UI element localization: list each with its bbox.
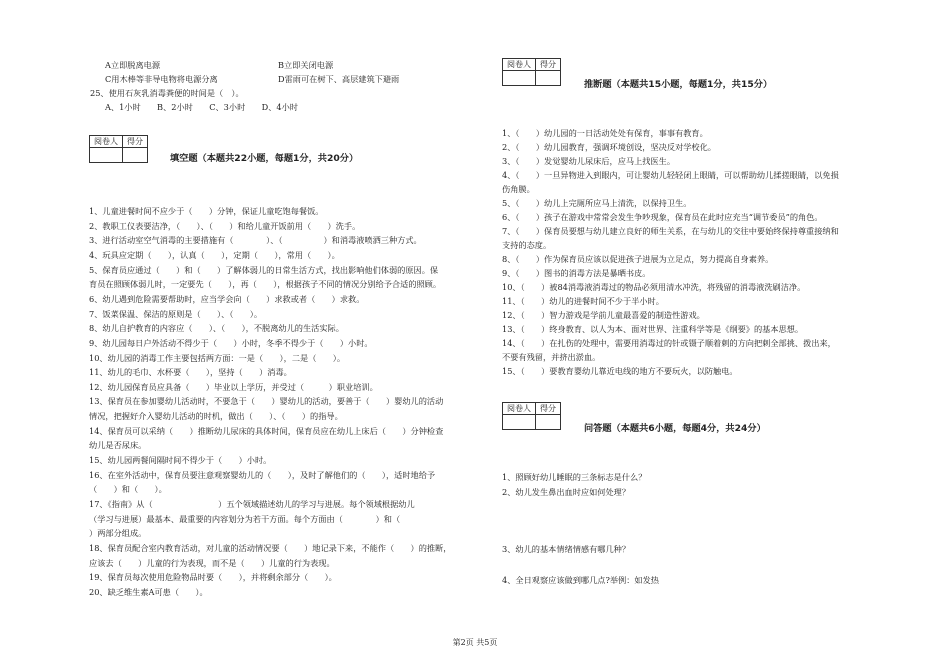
score-cell	[536, 415, 561, 430]
question-line: 5、（ ）幼儿上完厕所应马上清洗，以保持卫生。	[502, 198, 692, 208]
question-line: 13、保育员在参加婴幼儿活动时，不要急于（ ）婴幼儿的活动，要善于（ ）婴幼儿的活动	[89, 396, 444, 407]
question-line: 19、保育员每次使用危险物品时要（ ），并将剩余部分（ ）。	[89, 572, 337, 583]
question-line: ）两部分组成。	[89, 528, 147, 539]
score-box-qa	[502, 402, 561, 430]
qa-question: 2、幼儿发生鼻出血时应如何处理？	[502, 487, 631, 497]
question-line: 11、（ ）幼儿的进餐时间不少于半小时。	[502, 296, 664, 306]
question-line: 14、（ ）在扎伤的处理中，需要用消毒过的针或镊子顺着刺的方向把刺全部挑、拨出来，	[502, 338, 836, 348]
score-box-judge	[502, 58, 561, 86]
score-box-fill	[89, 135, 148, 163]
question-line: 6、（ ）孩子在游戏中常常会发生争吵现象，保育员在此时应充当“调节委员”的角色。	[502, 212, 823, 222]
question-line: 17、《指南》从（ ）五个领域描述幼儿的学习与进展。每个领域根据幼儿	[89, 499, 415, 509]
question-line: 8、（ ）作为保育员应该以促进孩子进展为立足点，努力提高自身素养。	[502, 254, 774, 264]
question-line: 15、（ ）要教育婴幼儿靠近电线的地方不要玩火，以防触电。	[502, 366, 738, 376]
question-line: 9、（ ）图书的消毒方法是暴晒书皮。	[502, 268, 651, 278]
question-line: 育员在照顾体弱儿时，一定要先（ ），再（ ），根据孩子不同的情况分别给予合适的照顾。	[89, 279, 442, 290]
option-d: D雷雨可在树下、高层建筑下避雨	[278, 74, 400, 84]
question-line: 4、玩具应定期（ ），认真（ ），定期（ ），常用（ ）。	[89, 249, 340, 260]
question-line: （学习与进展）最基本、最重要的内容划分为若干方面。每个方面由（ ）和（	[89, 513, 433, 524]
score-label: 得分	[123, 136, 148, 148]
reviewer-label: 阅卷人	[90, 136, 123, 148]
question-line: 20、缺乏维生素A可患（ ）。	[89, 586, 208, 597]
question-line: 13、（ ）终身教育、以人为本、面对世界、注重科学等是《纲要》的基本思想。	[502, 324, 804, 334]
question-line: 伤角膜。	[502, 184, 535, 194]
question-line: 12、幼儿园保育员应具备（ ）毕业以上学历，并受过（ ）职业培训。	[89, 381, 378, 392]
question-line: 应该去（ ）儿童的行为表现，而不是（ ）儿童的行为表现。	[89, 557, 335, 568]
question-line: 11、幼儿的毛巾、水杯要（ ），坚持（ ）消毒。	[89, 367, 292, 378]
question-line: 3、（ ）发觉婴幼儿尿床后，应马上找医生。	[502, 156, 676, 166]
question-line: 8、幼儿自护教育的内容应（ ）、（ ），不脱离幼儿的生活实际。	[89, 323, 344, 334]
qa-question: 1、照顾好幼儿睡眠的三条标志是什么？	[502, 472, 647, 482]
option-b: B立即关闭电源	[278, 60, 334, 70]
question-line: 2、教职工仪表要洁净，（ ）、（ ）和给儿童开饭前用（ ）洗手。	[89, 220, 361, 231]
question-line: 9、幼儿园每日户外活动不得少于（ ）小时，冬季不得少于（ ）小时。	[89, 337, 373, 348]
question-line: 10、（ ）被84消毒液消毒过的物品必须用清水冲洗，将残留的消毒液洗刷洁净。	[502, 282, 806, 292]
question-line: 15、幼儿园两餐间隔时间不得少于（ ）小时。	[89, 455, 272, 466]
score-cell	[536, 71, 561, 86]
section-title-qa: 问答题（本题共6小题，每题4分，共24分）	[584, 423, 766, 434]
reviewer-label: 阅卷人	[503, 403, 536, 415]
question-line: 10、幼儿园的消毒工作主要包括两方面：一是（ ），二是（ ）。	[89, 352, 346, 363]
question-line: 6、幼儿遇到危险需要帮助时，应当学会向（ ）求救或者（ ）求救。	[89, 293, 365, 304]
reviewer-cell	[90, 148, 123, 163]
question-line: 12、（ ）智力游戏是学前儿童最喜爱的制造性游戏。	[502, 310, 705, 320]
question-line: 支持的态度。	[502, 240, 552, 250]
question-line: 情况，把握好介入婴幼儿活动的时机，做出（ ）、（ ）的指导。	[89, 411, 343, 422]
question-line: 4、（ ）一旦异物进入到眼内，可让婴幼儿轻轻闭上眼睛，可以帮助幼儿揉搓眼睛，以免损	[502, 170, 839, 180]
reviewer-label: 阅卷人	[503, 59, 536, 71]
question-line: 幼儿是否尿床。	[89, 440, 147, 451]
score-label: 得分	[536, 59, 561, 71]
question-line: 16、在室外活动中，保育员要注意观察婴幼儿的（ ），及时了解他们的（ ），适时地给予	[89, 469, 436, 480]
reviewer-cell	[503, 71, 536, 86]
question-line: 7、饭菜保温、保洁的原则是（ ）、（ ）。	[89, 308, 263, 319]
option-c: C用木棒等非导电物将电源分离	[105, 74, 218, 84]
question-line: 2、（ ）幼儿园教育，强调环境创设，坚决反对学校化。	[502, 142, 716, 152]
question-line: 3、进行活动室空气消毒的主要措施有（ ）、（ ）和消毒液喷洒三种方式。	[89, 235, 422, 246]
section-title-judge: 推断题（本题共15小题，每题1分，共15分）	[584, 79, 773, 90]
question-line: 7、（ ）保育员要想与幼儿建立良好的师生关系，在与幼儿的交往中要始终保持尊重接纳和	[502, 226, 839, 236]
qa-question: 3、幼儿的基本情绪情感有哪几种？	[502, 544, 631, 554]
qa-question: 4、全日观察应该做到哪几点?举例：如发热	[502, 575, 659, 585]
question-line: 14、保育员可以采纳（ ）推断幼儿尿床的具体时间，保育员应在幼儿上床后（ ）分钟检查	[89, 425, 444, 436]
question-line: 不要有残留，并挤出淤血。	[502, 352, 601, 362]
question-line: （ ）和（ ）。	[89, 484, 167, 495]
reviewer-cell	[503, 415, 536, 430]
section-title-fill: 填空题（本题共22小题，每题1分，共20分）	[170, 153, 359, 164]
score-cell	[123, 148, 148, 163]
question-line: 1、儿童进餐时间不应少于（ ）分钟，保证儿童吃饱每餐饭。	[89, 206, 324, 216]
question-line: 5、保育员应通过（ ）和（ ）了解体弱儿的日常生活方式，找出影响他们体弱的原因。保	[89, 264, 439, 275]
page-number: 第2页 共5页	[452, 638, 498, 647]
question-line: 1、（ ）幼儿园的一日活动处处有保育，事事有教育。	[502, 128, 708, 138]
question-25-options: A、1小时 B、2小时 C、3小时 D、4小时	[105, 102, 298, 112]
question-line: 18、保育员配合室内教育活动，对儿童的活动情况要（ ）地记录下来，不能作（ ）的推断，	[89, 542, 452, 553]
question-25: 25、使用石灰乳消毒粪便的时间是（ ）。	[90, 88, 244, 98]
score-label: 得分	[536, 403, 561, 415]
option-a: A立即脱离电源	[105, 60, 161, 70]
